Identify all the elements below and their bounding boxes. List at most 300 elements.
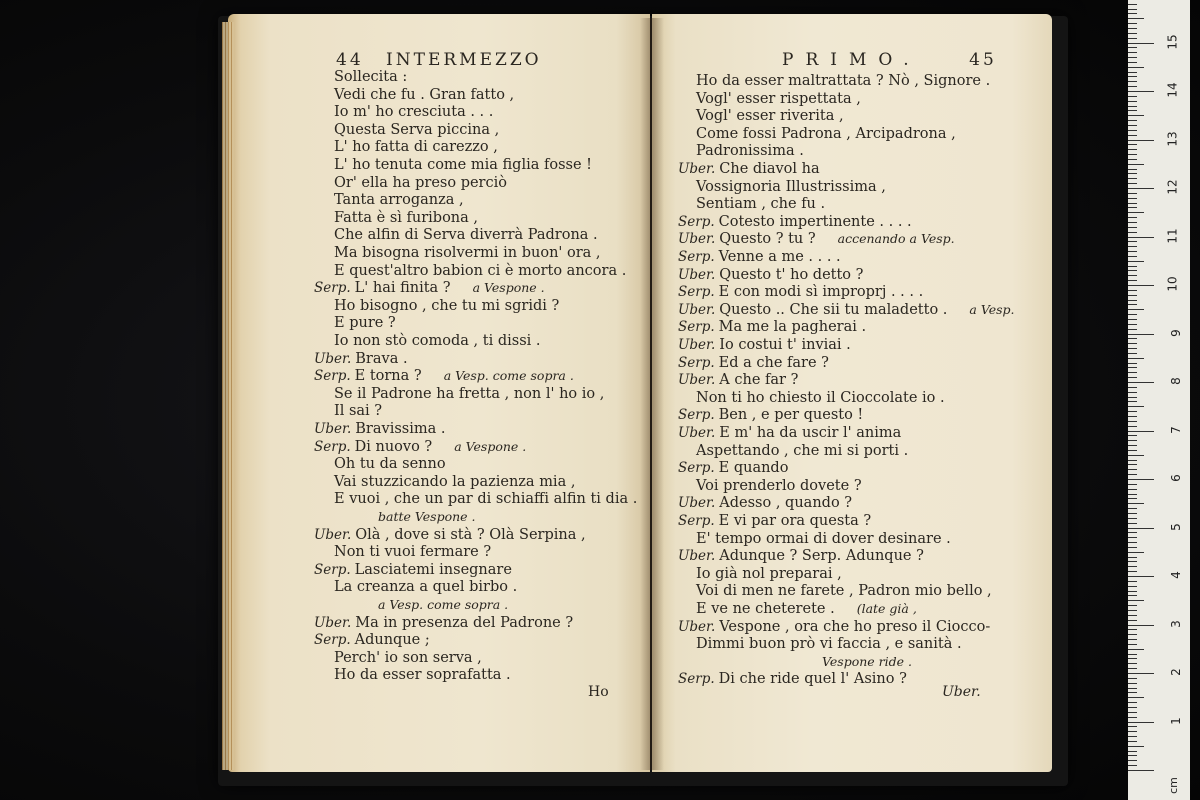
verse-text: L' ho fatta di carezzo , bbox=[334, 139, 498, 156]
verse-text: E con modi sì improprj . . . . bbox=[718, 284, 924, 301]
ruler-tick bbox=[1128, 232, 1137, 233]
verse-text: Come fossi Padrona , Arcipadrona , bbox=[696, 125, 956, 142]
text-line bbox=[334, 385, 604, 403]
ruler-tick bbox=[1128, 382, 1154, 383]
ruler-tick bbox=[1128, 266, 1137, 267]
ruler-tick bbox=[1128, 290, 1137, 291]
left-running-head bbox=[336, 50, 542, 70]
ruler-tick bbox=[1128, 173, 1137, 174]
text-line bbox=[334, 649, 482, 667]
right-page-number: 45 bbox=[969, 50, 997, 70]
ruler-tick bbox=[1128, 149, 1137, 150]
verse-text: E' tempo ormai di dover desinare . bbox=[696, 530, 951, 547]
ruler-tick bbox=[1128, 392, 1137, 393]
left-page bbox=[228, 14, 650, 772]
text-line bbox=[678, 670, 907, 688]
verse-text: Adunque ; bbox=[354, 632, 430, 649]
ruler-tick bbox=[1128, 503, 1144, 504]
ruler-tick bbox=[1128, 110, 1137, 111]
ruler-tick bbox=[1128, 547, 1137, 548]
speaker-label: Uber. bbox=[678, 548, 716, 565]
ruler-tick bbox=[1128, 595, 1137, 596]
ruler-tick bbox=[1128, 106, 1137, 107]
text-line bbox=[334, 578, 517, 596]
ruler-tick bbox=[1128, 474, 1137, 475]
ruler-number: 11 bbox=[1165, 227, 1180, 244]
speaker-label: Uber. bbox=[678, 372, 716, 389]
ruler-tick bbox=[1128, 528, 1154, 529]
right-running-title: PRIMO. bbox=[782, 50, 921, 70]
ruler-tick bbox=[1128, 435, 1137, 436]
ruler-tick bbox=[1128, 188, 1154, 189]
ruler-tick bbox=[1128, 23, 1137, 24]
text-line bbox=[678, 301, 1014, 319]
ruler-tick bbox=[1128, 532, 1137, 533]
verse-text: Sollecita : bbox=[334, 69, 408, 85]
verse-text: Vespone , ora che ho preso il Ciocco- bbox=[719, 618, 991, 635]
speaker-label: Uber. bbox=[678, 618, 716, 635]
ruler-tick bbox=[1128, 440, 1137, 441]
verse-text: Voi prenderlo dovete ? bbox=[696, 477, 862, 494]
speaker-label: Serp. bbox=[678, 213, 715, 230]
ruler-tick bbox=[1128, 692, 1137, 693]
ruler-tick bbox=[1128, 372, 1137, 373]
ruler-tick bbox=[1128, 207, 1137, 208]
text-line bbox=[678, 318, 866, 336]
ruler-tick bbox=[1128, 86, 1137, 87]
ruler-tick bbox=[1128, 334, 1154, 335]
verse-text: Che alfin di Serva diverrà Padrona . bbox=[334, 227, 598, 244]
verse-text: Sentiam , che fu . bbox=[696, 196, 826, 213]
ruler-number: 7 bbox=[1169, 425, 1184, 434]
verse-text: Adunque ? Serp. Adunque ? bbox=[719, 548, 924, 565]
verse-text: Questa Serva piccina , bbox=[334, 121, 500, 138]
ruler-tick bbox=[1128, 639, 1137, 640]
text-line bbox=[334, 191, 464, 209]
ruler-tick bbox=[1128, 445, 1137, 446]
verse-text: La creanza a quel birbo . bbox=[334, 579, 518, 596]
ruler-tick bbox=[1128, 203, 1137, 204]
verse-text: Se il Padrone ha fretta , non l' ho io , bbox=[334, 385, 605, 402]
ruler-tick bbox=[1128, 411, 1137, 412]
text-line bbox=[678, 406, 863, 424]
verse-text: Lasciatemi insegnare bbox=[354, 561, 512, 578]
text-line bbox=[696, 195, 825, 213]
ruler-tick bbox=[1128, 678, 1137, 679]
verse-text: E ve ne cheterete . bbox=[696, 601, 835, 617]
text-line bbox=[334, 297, 559, 315]
verse-text: A che far ? bbox=[719, 372, 799, 389]
ruler-tick bbox=[1128, 217, 1137, 218]
speaker-label: Serp. bbox=[314, 632, 351, 649]
text-line bbox=[678, 266, 863, 284]
ruler-tick bbox=[1128, 397, 1137, 398]
ruler-number: 10 bbox=[1165, 276, 1180, 292]
speaker-label: Serp. bbox=[678, 249, 715, 265]
speaker-label: Uber. bbox=[314, 421, 352, 437]
left-running-title: INTERMEZZO bbox=[386, 50, 542, 70]
text-line bbox=[696, 125, 956, 143]
ruler-tick bbox=[1128, 688, 1137, 689]
verse-text: Bravissima . bbox=[355, 421, 446, 437]
ruler-tick bbox=[1128, 741, 1137, 742]
ruler-tick bbox=[1128, 28, 1137, 29]
verse-text: Cotesto impertinente . . . . bbox=[718, 213, 912, 230]
ruler-number: 1 bbox=[1169, 716, 1184, 725]
verse-text: Io costui t' inviai . bbox=[719, 337, 851, 353]
text-line bbox=[696, 635, 962, 653]
speaker-label: Serp. bbox=[678, 407, 715, 424]
verse-text: Io non stò comoda , ti dissi . bbox=[334, 333, 541, 349]
text-line bbox=[314, 350, 408, 368]
ruler-tick bbox=[1128, 280, 1137, 281]
ruler-number: 14 bbox=[1165, 82, 1180, 98]
text-line bbox=[314, 614, 573, 632]
speaker-label: Uber. bbox=[314, 614, 352, 631]
ruler-tick bbox=[1128, 401, 1137, 402]
ruler-tick bbox=[1128, 576, 1154, 577]
ruler-tick bbox=[1128, 770, 1154, 771]
verse-text: Di che ride quel l' Asino ? bbox=[718, 671, 907, 688]
text-line bbox=[696, 90, 861, 108]
ruler-tick bbox=[1128, 697, 1144, 698]
verse-text: L' ho tenuta come mia figlia fosse ! bbox=[334, 157, 592, 173]
ruler-tick bbox=[1128, 469, 1137, 470]
verse-text: Ma in presenza del Padrone ? bbox=[355, 614, 574, 631]
ruler-number: 4 bbox=[1169, 571, 1184, 579]
speaker-label: Serp. bbox=[678, 460, 715, 477]
ruler-tick bbox=[1128, 431, 1154, 432]
ruler-tick bbox=[1128, 241, 1137, 242]
ruler-tick bbox=[1128, 620, 1137, 621]
ruler-tick bbox=[1128, 377, 1137, 378]
verse-text: E vi par ora questa ? bbox=[718, 513, 872, 529]
stage-direction: accenando a Vesp. bbox=[837, 231, 955, 247]
verse-text: Dimmi buon prò vi faccia , e sanità . bbox=[696, 636, 962, 653]
book-gutter bbox=[640, 18, 664, 770]
text-line bbox=[334, 666, 511, 684]
speaker-label: Uber. bbox=[678, 301, 716, 318]
ruler-tick bbox=[1128, 363, 1137, 364]
speaker-label: Uber. bbox=[678, 266, 716, 283]
ruler-tick bbox=[1128, 736, 1137, 737]
ruler-number: 8 bbox=[1169, 377, 1184, 385]
verse-text: E quando bbox=[718, 460, 789, 477]
speaker-label: Serp. bbox=[678, 319, 715, 336]
ruler-tick bbox=[1128, 426, 1137, 427]
verse-text: Questo t' ho detto ? bbox=[719, 266, 864, 283]
ruler-tick bbox=[1128, 285, 1154, 286]
verse-text: E quest'altro babion ci è morto ancora . bbox=[334, 262, 627, 279]
ruler-tick bbox=[1128, 518, 1137, 519]
text-line bbox=[696, 142, 804, 160]
ruler-tick bbox=[1128, 707, 1137, 708]
ruler-tick bbox=[1128, 198, 1137, 199]
ruler-tick bbox=[1128, 634, 1137, 635]
verse-text: Questo .. Che sii tu maladetto . bbox=[719, 301, 948, 318]
ruler-tick bbox=[1128, 498, 1137, 499]
ruler-tick bbox=[1128, 479, 1154, 480]
ruler-tick bbox=[1128, 222, 1137, 223]
text-line bbox=[696, 565, 842, 583]
verse-text: Ed a che fare ? bbox=[718, 354, 829, 371]
text-line bbox=[696, 477, 862, 495]
text-line bbox=[678, 283, 923, 301]
ruler-number: 13 bbox=[1165, 130, 1180, 147]
ruler-tick bbox=[1128, 722, 1154, 723]
ruler-tick bbox=[1128, 101, 1137, 102]
ruler-tick bbox=[1128, 135, 1137, 136]
text-line bbox=[696, 530, 951, 548]
ruler-tick bbox=[1128, 649, 1144, 650]
verse-text: Ma me la pagherai . bbox=[718, 319, 867, 336]
ruler-tick bbox=[1128, 605, 1137, 606]
text-line bbox=[314, 561, 512, 579]
ruler-tick bbox=[1128, 353, 1137, 354]
right-running-head bbox=[782, 50, 997, 70]
text-line bbox=[822, 653, 912, 671]
ruler-tick bbox=[1128, 159, 1137, 160]
text-line bbox=[678, 512, 871, 530]
left-catchword: Ho bbox=[588, 684, 609, 700]
verse-text: Ben , e per questo ! bbox=[718, 407, 864, 424]
ruler-tick bbox=[1128, 683, 1137, 684]
verse-text: Che diavol ha bbox=[719, 161, 820, 177]
verse-text: Voi di men ne farete , Padron mio bello , bbox=[696, 583, 992, 600]
ruler-number: 3 bbox=[1169, 619, 1184, 628]
ruler-tick bbox=[1128, 130, 1137, 131]
ruler-tick bbox=[1128, 275, 1137, 276]
verse-text: Io già nol preparai , bbox=[696, 565, 842, 582]
speaker-label: Serp. bbox=[314, 280, 351, 297]
ruler-tick bbox=[1128, 251, 1137, 252]
verse-text: Non ti ho chiesto il Cioccolate io . bbox=[696, 389, 945, 406]
ruler-tick bbox=[1128, 309, 1144, 310]
ruler-tick bbox=[1128, 615, 1137, 616]
ruler-tick bbox=[1128, 169, 1137, 170]
ruler-tick bbox=[1128, 760, 1137, 761]
text-line bbox=[678, 160, 820, 178]
text-line bbox=[334, 262, 626, 280]
ruler-tick bbox=[1128, 513, 1137, 514]
text-line bbox=[678, 494, 852, 512]
ruler-tick bbox=[1128, 319, 1137, 320]
ruler-tick bbox=[1128, 329, 1137, 330]
ruler-tick bbox=[1128, 494, 1137, 495]
ruler-tick bbox=[1128, 537, 1137, 538]
ruler-tick bbox=[1128, 552, 1144, 553]
ruler-tick bbox=[1128, 38, 1137, 39]
text-line bbox=[334, 103, 493, 121]
ruler-tick bbox=[1128, 212, 1144, 213]
verse-text: Tanta arroganza , bbox=[334, 192, 464, 209]
ruler-tick bbox=[1128, 261, 1144, 262]
ruler-tick bbox=[1128, 654, 1137, 655]
ruler-tick bbox=[1128, 4, 1137, 5]
ruler-tick bbox=[1128, 629, 1137, 630]
ruler-tick bbox=[1128, 57, 1137, 58]
speaker-label: Uber. bbox=[678, 161, 716, 177]
speaker-label: Uber. bbox=[678, 425, 716, 441]
ruler-tick bbox=[1128, 183, 1137, 184]
verse-text: Vogl' esser riverita , bbox=[696, 108, 844, 125]
verse-text: Ho bisogno , che tu mi sgridi ? bbox=[334, 297, 560, 314]
ruler-tick bbox=[1128, 144, 1137, 145]
text-line bbox=[314, 420, 445, 438]
ruler-tick bbox=[1128, 464, 1137, 465]
text-line bbox=[314, 438, 526, 456]
verse-text: Vogl' esser rispettata , bbox=[696, 90, 861, 107]
ruler-tick bbox=[1128, 72, 1137, 73]
text-line bbox=[696, 72, 990, 90]
verse-text: Ma bisogna risolvermi in buon' ora , bbox=[334, 245, 601, 261]
text-line bbox=[334, 174, 507, 192]
text-line bbox=[334, 209, 478, 227]
verse-text: Vossignoria Illustrissima , bbox=[696, 178, 886, 195]
verse-text: Ho da esser maltrattata ? Nò , Signore . bbox=[696, 73, 991, 89]
speaker-label: Serp. bbox=[678, 354, 715, 371]
verse-text: E torna ? bbox=[354, 368, 422, 385]
text-line bbox=[314, 526, 586, 544]
ruler-tick bbox=[1128, 164, 1144, 165]
ruler-number: 5 bbox=[1169, 522, 1184, 531]
verse-text: Non ti vuoi fermare ? bbox=[334, 544, 492, 561]
ruler-tick bbox=[1128, 358, 1144, 359]
ruler-tick bbox=[1128, 367, 1137, 368]
ruler-number: 6 bbox=[1169, 474, 1184, 482]
text-line bbox=[378, 596, 508, 614]
text-line bbox=[334, 543, 491, 561]
text-line bbox=[378, 508, 476, 526]
ruler-tick bbox=[1128, 581, 1137, 582]
speaker-label: Serp. bbox=[678, 284, 715, 301]
verse-text: Vai stuzzicando la pazienza mia , bbox=[334, 473, 576, 490]
text-line bbox=[334, 138, 498, 156]
text-line bbox=[678, 213, 912, 231]
verse-text: Oh tu da senno bbox=[334, 456, 446, 473]
text-line bbox=[334, 490, 637, 508]
text-line bbox=[696, 442, 908, 460]
stage-direction: a Vespone . bbox=[472, 280, 545, 296]
ruler-tick bbox=[1128, 91, 1154, 92]
verse-text: Di nuovo ? bbox=[354, 438, 433, 455]
ruler-number: 12 bbox=[1165, 179, 1180, 195]
text-line bbox=[696, 582, 992, 600]
ruler-tick bbox=[1128, 47, 1137, 48]
ruler-tick bbox=[1128, 416, 1137, 417]
verse-text: L' hai finita ? bbox=[354, 280, 451, 297]
ruler-tick bbox=[1128, 246, 1137, 247]
verse-text: Aspettando , che mi si porti . bbox=[696, 442, 909, 459]
text-line bbox=[334, 402, 382, 420]
ruler-tick bbox=[1128, 751, 1137, 752]
right-page bbox=[652, 14, 1052, 772]
speaker-label: Serp. bbox=[678, 671, 715, 688]
verse-text: E m' ha da uscir l' anima bbox=[719, 425, 902, 441]
text-line bbox=[678, 618, 990, 636]
verse-text: Adesso , quando ? bbox=[719, 495, 853, 512]
ruler-tick bbox=[1128, 600, 1144, 601]
ruler-tick bbox=[1128, 731, 1137, 732]
stage-direction: (late già , bbox=[856, 601, 917, 616]
speaker-label: Uber. bbox=[314, 526, 352, 543]
text-line bbox=[334, 68, 407, 86]
ruler-tick bbox=[1128, 460, 1137, 461]
verse-text: Or' ella ha preso perciò bbox=[334, 174, 507, 191]
text-line bbox=[696, 178, 886, 196]
ruler-tick bbox=[1128, 62, 1137, 63]
verse-text: Io m' ho cresciuta . . . bbox=[334, 104, 494, 121]
ruler-number: 2 bbox=[1169, 668, 1184, 676]
speaker-label: Uber. bbox=[678, 495, 716, 512]
ruler-tick bbox=[1128, 52, 1137, 53]
ruler-tick bbox=[1128, 13, 1137, 14]
ruler-tick bbox=[1128, 314, 1137, 315]
ruler-tick bbox=[1128, 591, 1137, 592]
text-line bbox=[678, 459, 788, 477]
ruler-tick bbox=[1128, 712, 1137, 713]
ruler-tick bbox=[1128, 644, 1137, 645]
stage-direction: a Vesp. come sopra . bbox=[378, 597, 509, 612]
ruler-tick bbox=[1128, 586, 1137, 587]
ruler-tick bbox=[1128, 406, 1144, 407]
ruler-tick bbox=[1128, 765, 1137, 766]
left-page-number: 44 bbox=[336, 50, 364, 70]
ruler-tick bbox=[1128, 566, 1137, 567]
right-catchword: Uber. bbox=[942, 684, 981, 700]
stage-direction: a Vesp. come sopra . bbox=[443, 368, 574, 384]
ruler-tick bbox=[1128, 81, 1137, 82]
text-line bbox=[696, 107, 844, 125]
ruler-tick bbox=[1128, 324, 1137, 325]
ruler-tick bbox=[1128, 270, 1137, 271]
speaker-label: Uber. bbox=[314, 350, 352, 367]
ruler-tick bbox=[1128, 571, 1137, 572]
ruler-tick bbox=[1128, 508, 1137, 509]
verse-text: Fatta è sì furibona , bbox=[334, 209, 478, 226]
ruler-tick bbox=[1128, 300, 1137, 301]
ruler-tick bbox=[1128, 9, 1137, 10]
verse-text: Brava . bbox=[355, 350, 408, 367]
measuring-ruler bbox=[1128, 0, 1190, 800]
ruler-tick bbox=[1128, 227, 1137, 228]
ruler-tick bbox=[1128, 663, 1137, 664]
ruler-tick bbox=[1128, 154, 1137, 155]
speaker-label: Serp. bbox=[314, 368, 351, 385]
ruler-tick bbox=[1128, 673, 1154, 674]
text-line bbox=[314, 367, 574, 385]
text-line bbox=[334, 156, 592, 174]
verse-text: Vedi che fu . Gran fatto , bbox=[334, 86, 515, 103]
speaker-label: Serp. bbox=[314, 438, 351, 455]
ruler-tick bbox=[1128, 489, 1137, 490]
ruler-tick bbox=[1128, 67, 1144, 68]
ruler-tick bbox=[1128, 125, 1137, 126]
text-line bbox=[696, 600, 917, 618]
text-line bbox=[334, 314, 396, 332]
text-line bbox=[314, 631, 430, 649]
text-line bbox=[334, 226, 598, 244]
ruler-tick bbox=[1128, 178, 1137, 179]
stage-direction: Vespone ride . bbox=[822, 653, 912, 669]
ruler-tick bbox=[1128, 338, 1137, 339]
ruler-tick bbox=[1128, 237, 1154, 238]
ruler-tick bbox=[1128, 304, 1137, 305]
verse-text: Venne a me . . . . bbox=[718, 249, 841, 265]
ruler-tick bbox=[1128, 450, 1137, 451]
ruler-tick bbox=[1128, 717, 1137, 718]
verse-text: Questo ? tu ? bbox=[719, 231, 816, 248]
